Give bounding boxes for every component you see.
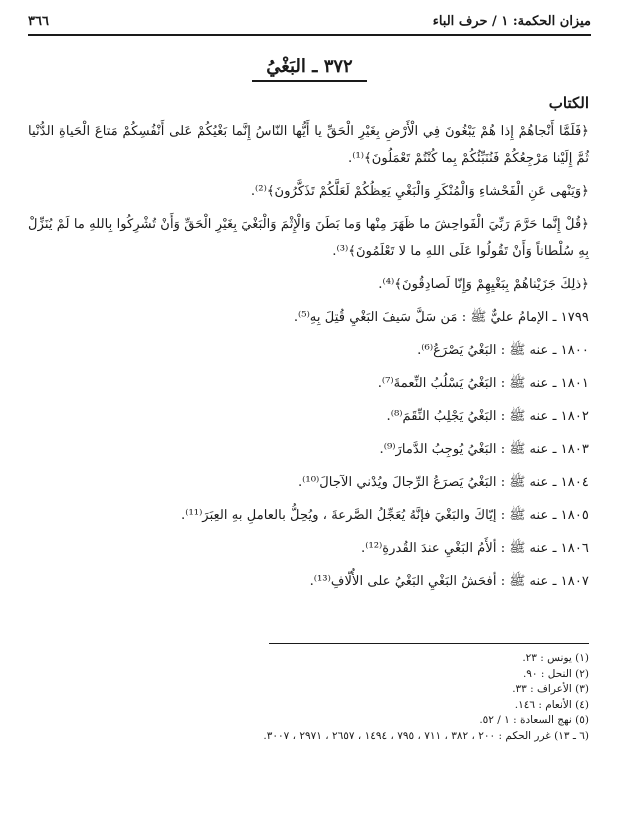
- hadith-1802: ١٨٠٢ ـ عنه ﷺ : البَغْيُ يَجْلِبُ النِّقَمَ⁽⁸⁾.: [386, 409, 589, 424]
- footnotes: [28, 651, 589, 745]
- chapter-title: ٣٧٢ ـ البَغْيُ: [252, 56, 366, 82]
- footnote-2: (٢) النحل : ٩٠.: [522, 667, 589, 680]
- hadith-1803: ١٨٠٣ ـ عنه ﷺ : البَغْيُ يُوجِبُ الدَّمارَ⁽⁹⁾.: [379, 442, 589, 457]
- hadith-1807: ١٨٠٧ ـ عنه ﷺ : أفحَشُ البَغْيِ البَغْيُ على الأُلّافِ⁽¹³⁾.: [309, 574, 589, 589]
- chapter-title-block: [0, 56, 619, 82]
- hadith-1806: ١٨٠٦ ـ عنه ﷺ : ألأَمُ البَغْيِ عندَ القُدرةِ⁽¹²⁾.: [361, 541, 589, 556]
- footnote-1: (١) يونس : ٢٣.: [522, 652, 589, 664]
- book-title: ميزان الحكمة: ١ / حرف الباء: [432, 13, 591, 29]
- footnote-3: (٣) الأعراف : ٣٣.: [512, 683, 589, 696]
- footnote-4: (٤) الأنعام : ١٤٦.: [514, 698, 589, 711]
- footnote-divider: [269, 643, 589, 644]
- main-text: [28, 118, 589, 601]
- quran-verse-1: ﴿فَلَمَّا أَنْجاهُمْ إِذا هُمْ يَبْغُونَ فِي الْأَرْضِ بِغَيْرِ الْحَقِّ يا أَيُّها النّاسُ إِنَّما بَغْيُكُمْ عَلى أَنْفُسِكُمْ مَتاعَ الْحَياةِ الدُّنْيا ثُمَّ إِلَيْنا مَرْجِعُكُمْ فَنُنَبِّئُكُمْ بِما كُنْتُمْ تَعْمَلُونَ﴾⁽¹⁾.: [28, 124, 589, 166]
- footnote-6-13: (٦ ـ ١٣) غرر الحكم : ٢٠٠ ، ٣٨٢ ، ٧١١ ، ٧٩٥ ، ١٤٩٤ ، ٢٦٥٧ ، ٢٩٧١ ، ٣٠٠٧.: [263, 729, 589, 742]
- quran-verse-2: ﴿وَيَنْهى عَنِ الْفَحْشاءِ وَالْمُنْكَرِ وَالْبَغْيِ يَعِظُكُمْ لَعَلَّكُمْ تَذَكَّرُونَ﴾⁽²⁾.: [250, 184, 589, 199]
- running-header: [28, 10, 591, 32]
- quran-verse-4: ﴿ذلِكَ جَزَيْناهُمْ بِبَغْيِهِمْ وَإِنّا لَصادِقُونَ﴾⁽⁴⁾.: [378, 277, 589, 292]
- hadith-1805: ١٨٠٥ ـ عنه ﷺ : إيّاكَ والبَغْيَ فإنَّهُ يُعَجِّلُ الصَّرعةَ ، ويُحِلُّ بالعاملِ بهِ العِبَرَ⁽¹¹⁾.: [181, 508, 589, 523]
- footnote-5: (٥) نهج السعادة : ١ / ٥٢.: [479, 714, 589, 727]
- hadith-1804: ١٨٠٤ ـ عنه ﷺ : البَغْيُ يَصرَعُ الرِّجالَ ويُدْني الآجالَ⁽¹⁰⁾.: [297, 475, 589, 490]
- hadith-1799: ١٧٩٩ ـ الإمامُ عليٌّ ﷺ : مَن سَلَّ سَيفَ البَغْيِ قُتِلَ بِهِ⁽⁵⁾.: [293, 310, 589, 325]
- hadith-1801: ١٨٠١ ـ عنه ﷺ : البَغْيُ يَسْلُبُ النِّعمةَ⁽⁷⁾.: [377, 376, 589, 391]
- quran-verse-3: ﴿قُلْ إِنَّما حَرَّمَ رَبِّيَ الْفَواحِشَ ما ظَهَرَ مِنْها وَما بَطَنَ وَالْإِثْمَ وَالْبَغْيَ بِغَيْرِ الْحَقِّ وَأَنْ تُشْرِكُوا بِاللهِ ما لَمْ يُنَزِّلْ بِهِ سُلْطاناً وَأَنْ تَقُولُوا عَلَى اللهِ ما لا تَعْلَمُونَ﴾⁽³⁾.: [28, 217, 589, 259]
- header-divider: [28, 34, 591, 36]
- page-number: ٣٦٦: [28, 13, 49, 29]
- section-heading: الكتاب: [548, 94, 589, 112]
- hadith-1800: ١٨٠٠ ـ عنه ﷺ : البَغْيُ يَصْرَعُ⁽⁶⁾.: [417, 343, 589, 358]
